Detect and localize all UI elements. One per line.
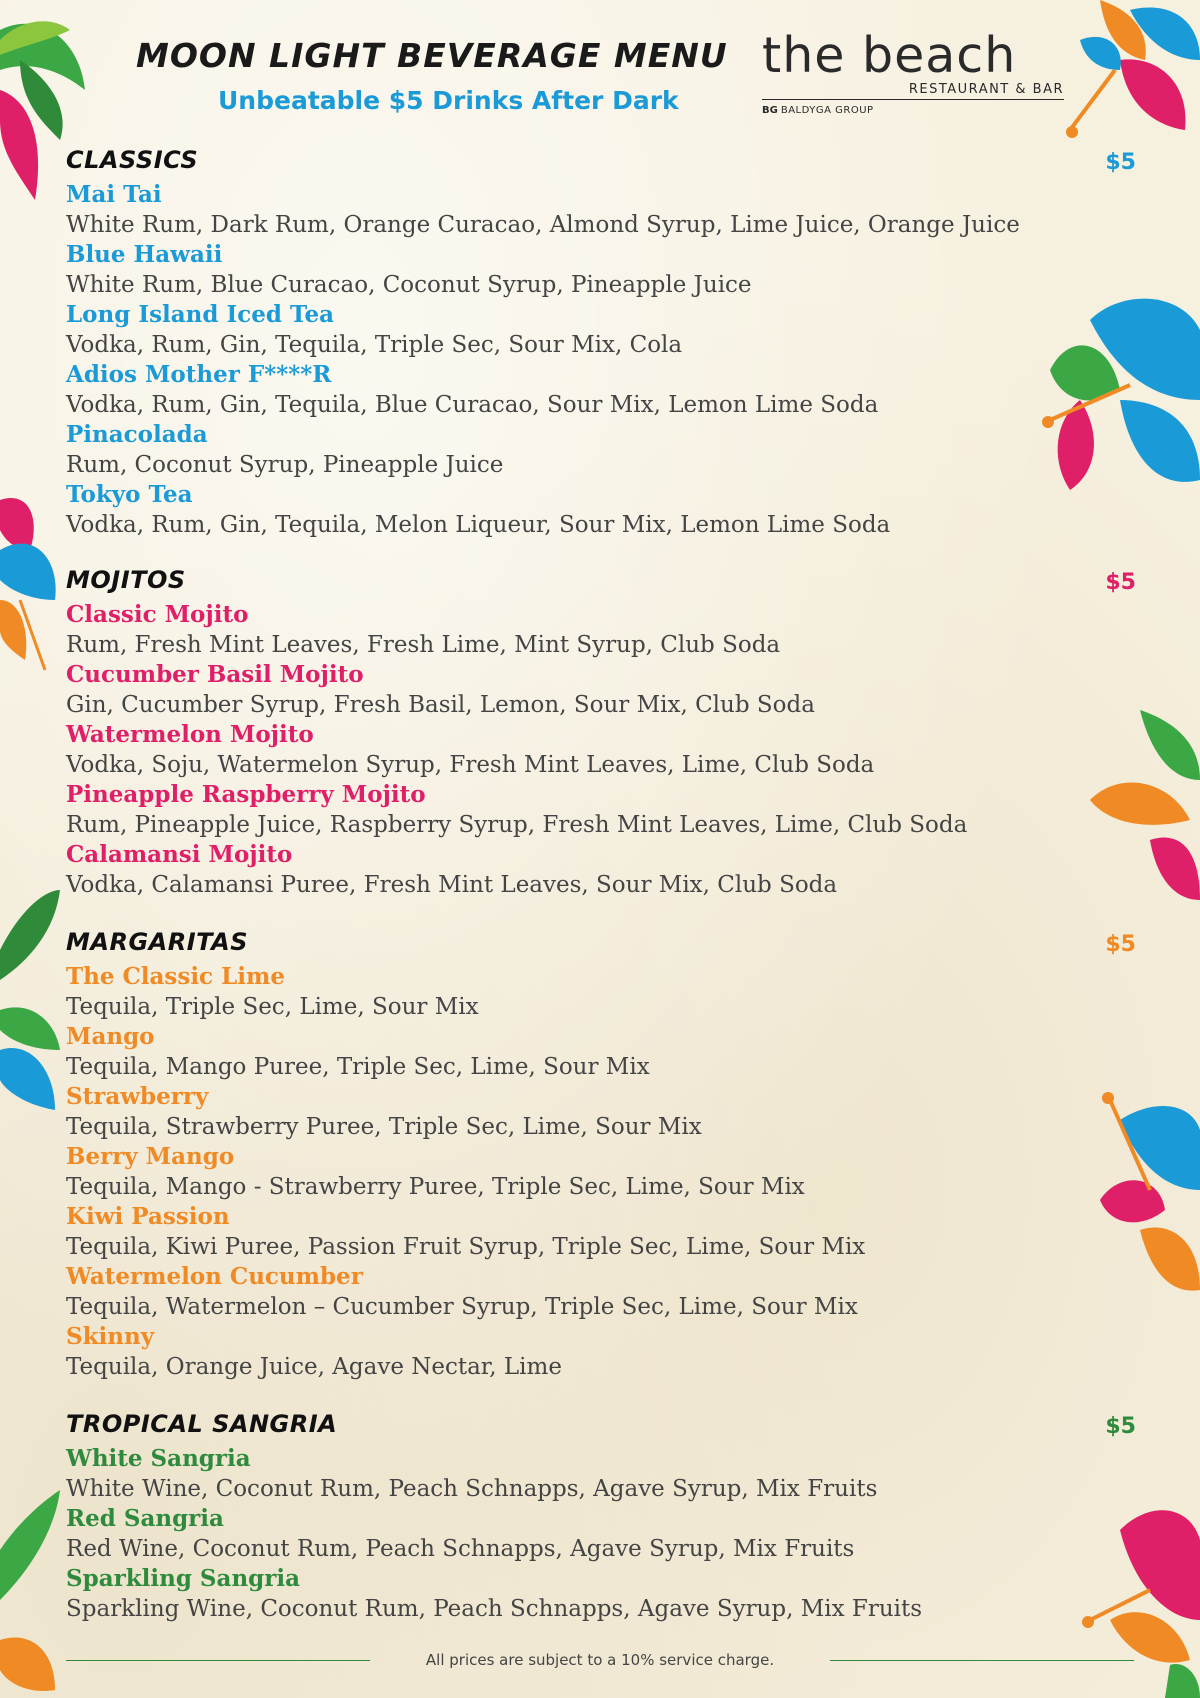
item-name: Pinacolada: [66, 421, 208, 448]
item-name: Calamansi Mojito: [66, 841, 293, 868]
section-title: TROPICAL SANGRIA: [66, 1410, 338, 1438]
menu-item: [66, 1322, 1136, 1382]
menu-title: MOON LIGHT BEVERAGE MENU: [136, 36, 728, 75]
section-price: $5: [1105, 932, 1136, 957]
menu-item: [66, 1564, 1136, 1624]
section-title: CLASSICS: [66, 146, 199, 174]
item-name: Tokyo Tea: [66, 481, 193, 508]
item-description: Vodka, Soju, Watermelon Syrup, Fresh Mint Leaves, Lime, Club Soda: [66, 752, 875, 778]
item-description: Tequila, Mango - Strawberry Puree, Triple Sec, Lime, Sour Mix: [66, 1174, 805, 1200]
item-description: Rum, Coconut Syrup, Pineapple Juice: [66, 452, 504, 478]
item-description: Tequila, Watermelon – Cucumber Syrup, Triple Sec, Lime, Sour Mix: [66, 1294, 858, 1320]
item-name: Mango: [66, 1023, 155, 1050]
item-description: Tequila, Strawberry Puree, Triple Sec, Lime, Sour Mix: [66, 1114, 702, 1140]
item-description: Tequila, Orange Juice, Agave Nectar, Lime: [66, 1354, 562, 1380]
menu-item: [66, 962, 1136, 1022]
item-name: Blue Hawaii: [66, 241, 223, 268]
section-title: MARGARITAS: [66, 928, 248, 956]
menu-item: [66, 600, 1136, 660]
item-description: Sparkling Wine, Coconut Rum, Peach Schnapps, Agave Syrup, Mix Fruits: [66, 1596, 923, 1622]
item-name: Berry Mango: [66, 1143, 235, 1170]
item-description: Tequila, Kiwi Puree, Passion Fruit Syrup, Triple Sec, Lime, Sour Mix: [66, 1234, 866, 1260]
item-name: White Sangria: [66, 1445, 251, 1472]
section-tropical-sangria: [66, 1410, 1136, 1624]
item-description: White Wine, Coconut Rum, Peach Schnapps, Agave Syrup, Mix Fruits: [66, 1476, 878, 1502]
item-name: Red Sangria: [66, 1505, 224, 1532]
item-description: Gin, Cucumber Syrup, Fresh Basil, Lemon, Sour Mix, Club Soda: [66, 692, 815, 718]
menu-item: [66, 480, 1136, 540]
menu-item: [66, 720, 1136, 780]
section-price: $5: [1105, 570, 1136, 595]
menu-item: [66, 1444, 1136, 1504]
item-description: Tequila, Triple Sec, Lime, Sour Mix: [66, 994, 479, 1020]
section-price: $5: [1105, 1414, 1136, 1439]
item-name: Strawberry: [66, 1083, 209, 1110]
item-name: Sparkling Sangria: [66, 1565, 301, 1592]
item-name: Classic Mojito: [66, 601, 249, 628]
item-description: Vodka, Calamansi Puree, Fresh Mint Leaves, Sour Mix, Club Soda: [66, 872, 838, 898]
menu-item: [66, 840, 1136, 900]
section-header: [66, 566, 1136, 600]
menu-item: [66, 360, 1136, 420]
item-name: Mai Tai: [66, 181, 162, 208]
item-name: Adios Mother F****R: [66, 361, 332, 388]
restaurant-logo: [762, 27, 1064, 116]
menu-item: [66, 1504, 1136, 1564]
item-name: Long Island Iced Tea: [66, 301, 334, 328]
item-description: Vodka, Rum, Gin, Tequila, Melon Liqueur, Sour Mix, Lemon Lime Soda: [66, 512, 891, 538]
item-name: Pineapple Raspberry Mojito: [66, 781, 426, 808]
section-title: MOJITOS: [66, 566, 186, 594]
menu-item: [66, 1142, 1136, 1202]
hibiscus-left-lower-icon: [0, 890, 70, 1150]
menu-item: [66, 420, 1136, 480]
item-name: Kiwi Passion: [66, 1203, 230, 1230]
item-description: Vodka, Rum, Gin, Tequila, Triple Sec, Sour Mix, Cola: [66, 332, 683, 358]
section-margaritas: [66, 928, 1136, 1382]
menu-item: [66, 240, 1136, 300]
section-header: [66, 928, 1136, 962]
hibiscus-top-right-icon: [1060, 0, 1200, 170]
logo-group-name: BALDYGA GROUP: [780, 105, 874, 116]
item-description: Tequila, Mango Puree, Triple Sec, Lime, Sour Mix: [66, 1054, 650, 1080]
item-description: Rum, Pineapple Juice, Raspberry Syrup, Fresh Mint Leaves, Lime, Club Soda: [66, 812, 968, 838]
section-header: [66, 1410, 1136, 1444]
menu-subtitle: Unbeatable $5 Drinks After Dark: [218, 86, 679, 115]
item-description: White Rum, Dark Rum, Orange Curacao, Almond Syrup, Lime Juice, Orange Juice: [66, 212, 1020, 238]
logo-tagline: RESTAURANT & BAR: [762, 82, 1064, 100]
item-name: Skinny: [66, 1323, 155, 1350]
item-name: Cucumber Basil Mojito: [66, 661, 364, 688]
menu-item: [66, 300, 1136, 360]
item-description: Rum, Fresh Mint Leaves, Fresh Lime, Mint Syrup, Club Soda: [66, 632, 781, 658]
item-name: Watermelon Mojito: [66, 721, 314, 748]
section-price: $5: [1105, 150, 1136, 175]
menu-item: [66, 1022, 1136, 1082]
item-description: Vodka, Rum, Gin, Tequila, Blue Curacao, Sour Mix, Lemon Lime Soda: [66, 392, 879, 418]
menu-item: [66, 1082, 1136, 1142]
section-header: [66, 146, 1136, 180]
logo-name: the beach: [762, 27, 1017, 84]
menu-item: [66, 1262, 1136, 1322]
service-charge-note: All prices are subject to a 10% service charge.: [425, 1651, 775, 1669]
item-name: The Classic Lime: [66, 963, 285, 990]
menu-item: [66, 780, 1136, 840]
menu-item: [66, 1202, 1136, 1262]
item-description: White Rum, Blue Curacao, Coconut Syrup, Pineapple Juice: [66, 272, 752, 298]
item-description: Red Wine, Coconut Rum, Peach Schnapps, Agave Syrup, Mix Fruits: [66, 1536, 855, 1562]
logo-group: [762, 105, 1064, 116]
logo-group-mark: BG: [762, 105, 778, 116]
menu-item: [66, 180, 1136, 240]
section-mojitos: [66, 566, 1136, 900]
section-classics: [66, 146, 1136, 540]
hibiscus-left-middle-icon: [0, 490, 70, 690]
menu-item: [66, 660, 1136, 720]
item-name: Watermelon Cucumber: [66, 1263, 363, 1290]
